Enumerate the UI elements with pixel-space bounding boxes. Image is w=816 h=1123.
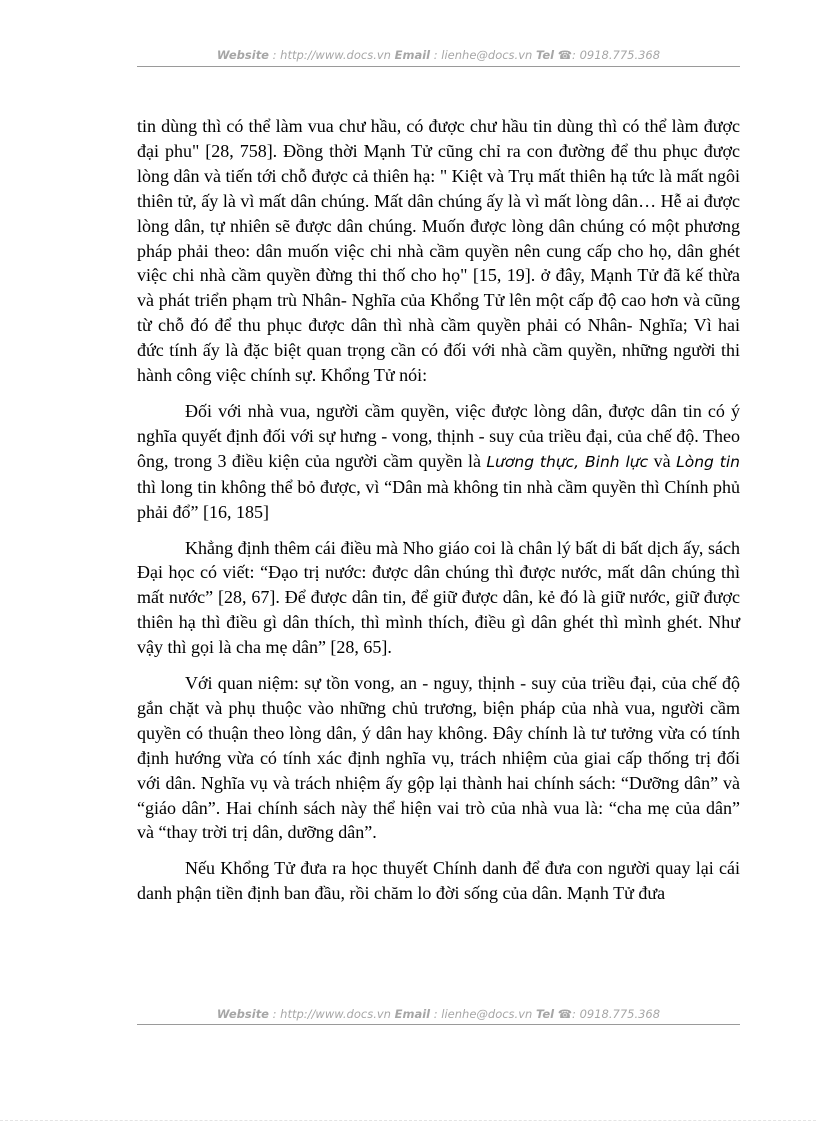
paragraph-2-text-b: và [648,450,677,471]
email-value: : lienhe@docs.vn [430,48,533,62]
phone-icon: ☎ [557,48,573,62]
emphasis-long-tin: Lòng tin [676,452,740,471]
tel-label: Tel [535,48,555,62]
footer-rule [137,1024,740,1025]
page-edge-divider [0,1120,816,1121]
document-body [137,114,740,906]
footer-tel-value: : 0918.775.368 [572,1007,661,1021]
tel-value: : 0918.775.368 [572,48,661,62]
page-header [137,48,740,62]
page-footer [137,1007,740,1021]
paragraph-1: tin dùng thì có thể làm vua chư hầu, có được chư hầu tin dùng thì có thể làm được đại phu" [28, 758]. Đồng thời Mạnh Tử cũng chỉ ra con đường để thu phục được lòng dân và tiến tới chỗ được cả thiên hạ: " Kiệt và Trụ mất thiên hạ tức là mất ngôi thiên tử, ấy là vì mất dân chúng. Mất dân chúng ấy là vì mất lòng dân… Hễ ai được lòng dân, tự nhiên sẽ được dân chúng. Muốn được lòng dân chúng có một phương pháp phải theo: dân muốn việc chi nhà cầm quyền nên cung cấp cho họ, dân ghét việc chi nhà cầm quyền đừng thi thố cho họ" [15, 19]. ở đây, Mạnh Tử đã kế thừa và phát triển phạm trù Nhân- Nghĩa của Khổng Tử lên một cấp độ cao hơn và cũng từ chỗ đó để thu phục được dân thì nhà cầm quyền phải có Nhân- Nghĩa; Vì hai đức tính ấy là đặc biệt quan trọng cần có đối với nhà cầm quyền, những người thi hành công việc chính sự. Khổng Tử nói: [137,116,740,386]
header-rule [137,66,740,67]
paragraph-2-text-c: thì long tin không thể bỏ được, vì “Dân mà không tin nhà cầm quyền thì Chính phủ phải đổ” [16, 185] [137,476,740,522]
paragraph-4: Với quan niệm: sự tồn vong, an - nguy, thịnh - suy của triều đại, của chế độ gắn chặt và phụ thuộc vào những chủ trương, biện pháp của nhà vua, người cầm quyền có thuận theo lòng dân, ý dân hay không. Đây chính là tư tưởng vừa có tính định hướng vừa có tính xác định nghĩa vụ, trách nhiệm của giai cấp thống trị đối với dân. Nghĩa vụ và trách nhiệm ấy gộp lại thành hai chính sách: “Dưỡng dân” và “giáo dân”. Hai chính sách này thể hiện vai trò của nhà vua là: “cha mẹ của dân” và “thay trời trị dân, dưỡng dân”. [137,673,740,843]
paragraph-2-text-a: Đối với nhà vua, người cầm quyền, việc được lòng dân, được dân tin có ý nghĩa quyết định đối với sự hưng - vong, thịnh - suy của triều đại, của chế độ. Theo ông, trong 3 điều kiện của người cầm quyền là [137,400,740,471]
footer-email-label: Email [394,1007,431,1021]
footer-website-value: : http://www.docs.vn [269,1007,391,1021]
paragraph-3: Khẳng định thêm cái điều mà Nho giáo coi là chân lý bất di bất dịch ấy, sách Đại học có viết: “Đạo trị nước: được dân chúng thì được nước, mất dân chúng thì mất nước” [28, 67]. Để được dân tin, để giữ được dân, kẻ đó là giữ nước, giữ được thiên hạ thì điều gì dân thích, thì mình thích, điều gì dân ghét thì mình ghét. Như vậy thì gọi là cha mẹ dân” [28, 65]. [137,537,740,658]
paragraph-2 [137,399,740,525]
paragraph-5: Nếu Khổng Tử đưa ra học thuyết Chính danh để đưa con người quay lại cái danh phận tiền định ban đầu, rồi chăm lo đời sống của dân. Mạnh Tử đưa [137,858,740,904]
website-label: Website [216,48,269,62]
footer-website-label: Website [216,1007,269,1021]
website-value: : http://www.docs.vn [269,48,391,62]
footer-email-value: : lienhe@docs.vn [430,1007,533,1021]
footer-phone-icon: ☎ [557,1007,573,1021]
emphasis-luong-thuc: Lương thực, Binh lực [486,452,649,471]
email-label: Email [394,48,431,62]
footer-tel-label: Tel [535,1007,555,1021]
